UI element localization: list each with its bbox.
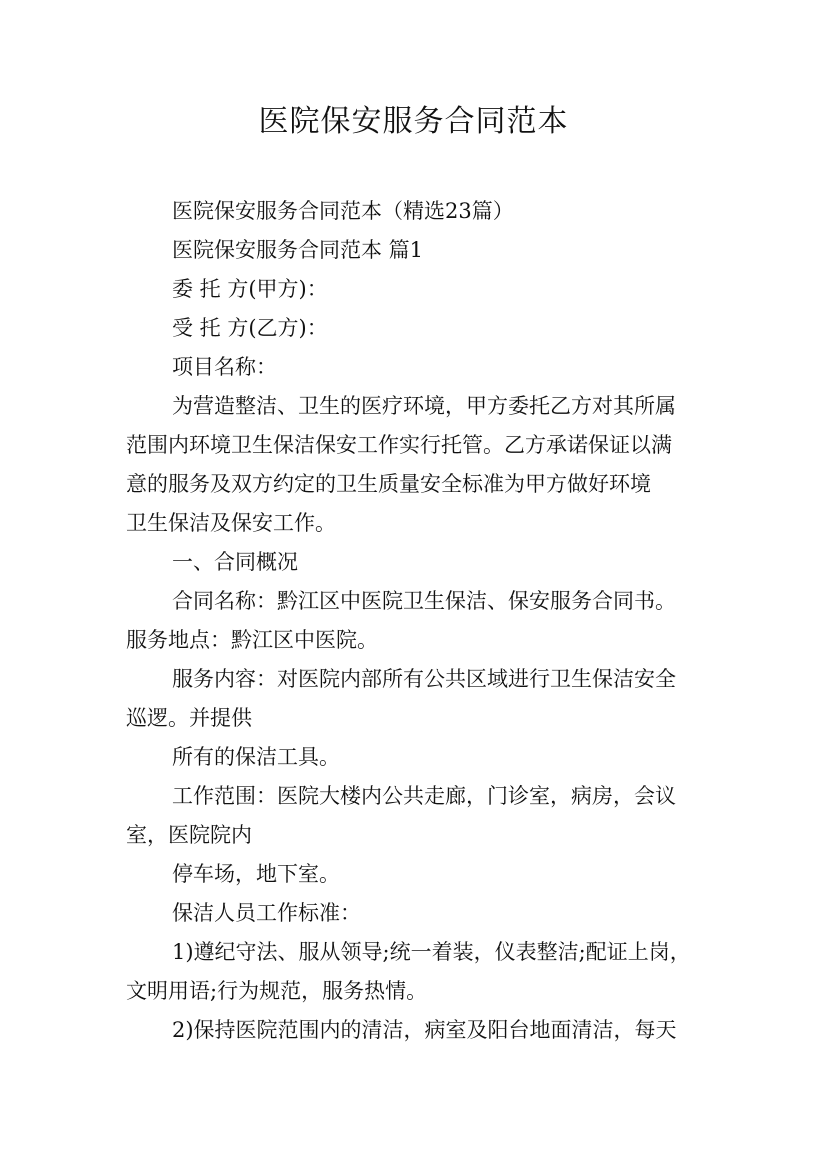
paragraph-line: 范围内环境卫生保洁保安工作实行托管。乙方承诺保证以满 [126,433,672,457]
paragraph-line: 为营造整洁、卫生的医疗环境，甲方委托乙方对其所属 [172,394,676,418]
list-item: 1)遵纪守法、服从领导;统一着装，仪表整洁;配证上岗， [172,940,691,964]
contract-name-line: 合同名称：黔江区中医院卫生保洁、保安服务合同书。 [172,589,676,613]
standards-heading: 保洁人员工作标准： [172,901,361,925]
paragraph-line: 文明用语;行为规范，服务热情。 [126,979,428,1003]
subtitle-line: 医院保安服务合同范本（精选23篇） [172,199,514,223]
service-location-line: 服务地点：黔江区中医院。 [126,628,378,652]
document-title: 医院保安服务合同范本 [258,104,569,139]
paragraph-line: 卫生保洁及保安工作。 [126,511,336,535]
paragraph-line: 意的服务及双方约定的卫生质量安全标准为甲方做好环境 [126,472,651,496]
paragraph-line: 停车场，地下室。 [172,862,340,886]
paragraph-line: 所有的保洁工具。 [172,745,340,769]
paragraph-line: 室，医院院内 [126,823,252,847]
section-heading: 一、合同概况 [172,550,298,574]
work-scope-line: 工作范围：医院大楼内公共走廊，门诊室，病房，会议 [172,784,676,808]
party-b-line: 受 托 方(乙方)： [172,316,328,340]
project-name-line: 项目名称： [172,355,277,379]
section-heading: 医院保安服务合同范本 篇1 [172,238,424,262]
paragraph-line: 巡逻。并提供 [126,706,252,730]
list-item: 2)保持医院范围内的清洁，病室及阳台地面清洁，每天 [172,1018,677,1042]
service-content-line: 服务内容：对医院内部所有公共区域进行卫生保洁安全 [172,667,676,691]
party-a-line: 委 托 方(甲方)： [172,277,328,301]
